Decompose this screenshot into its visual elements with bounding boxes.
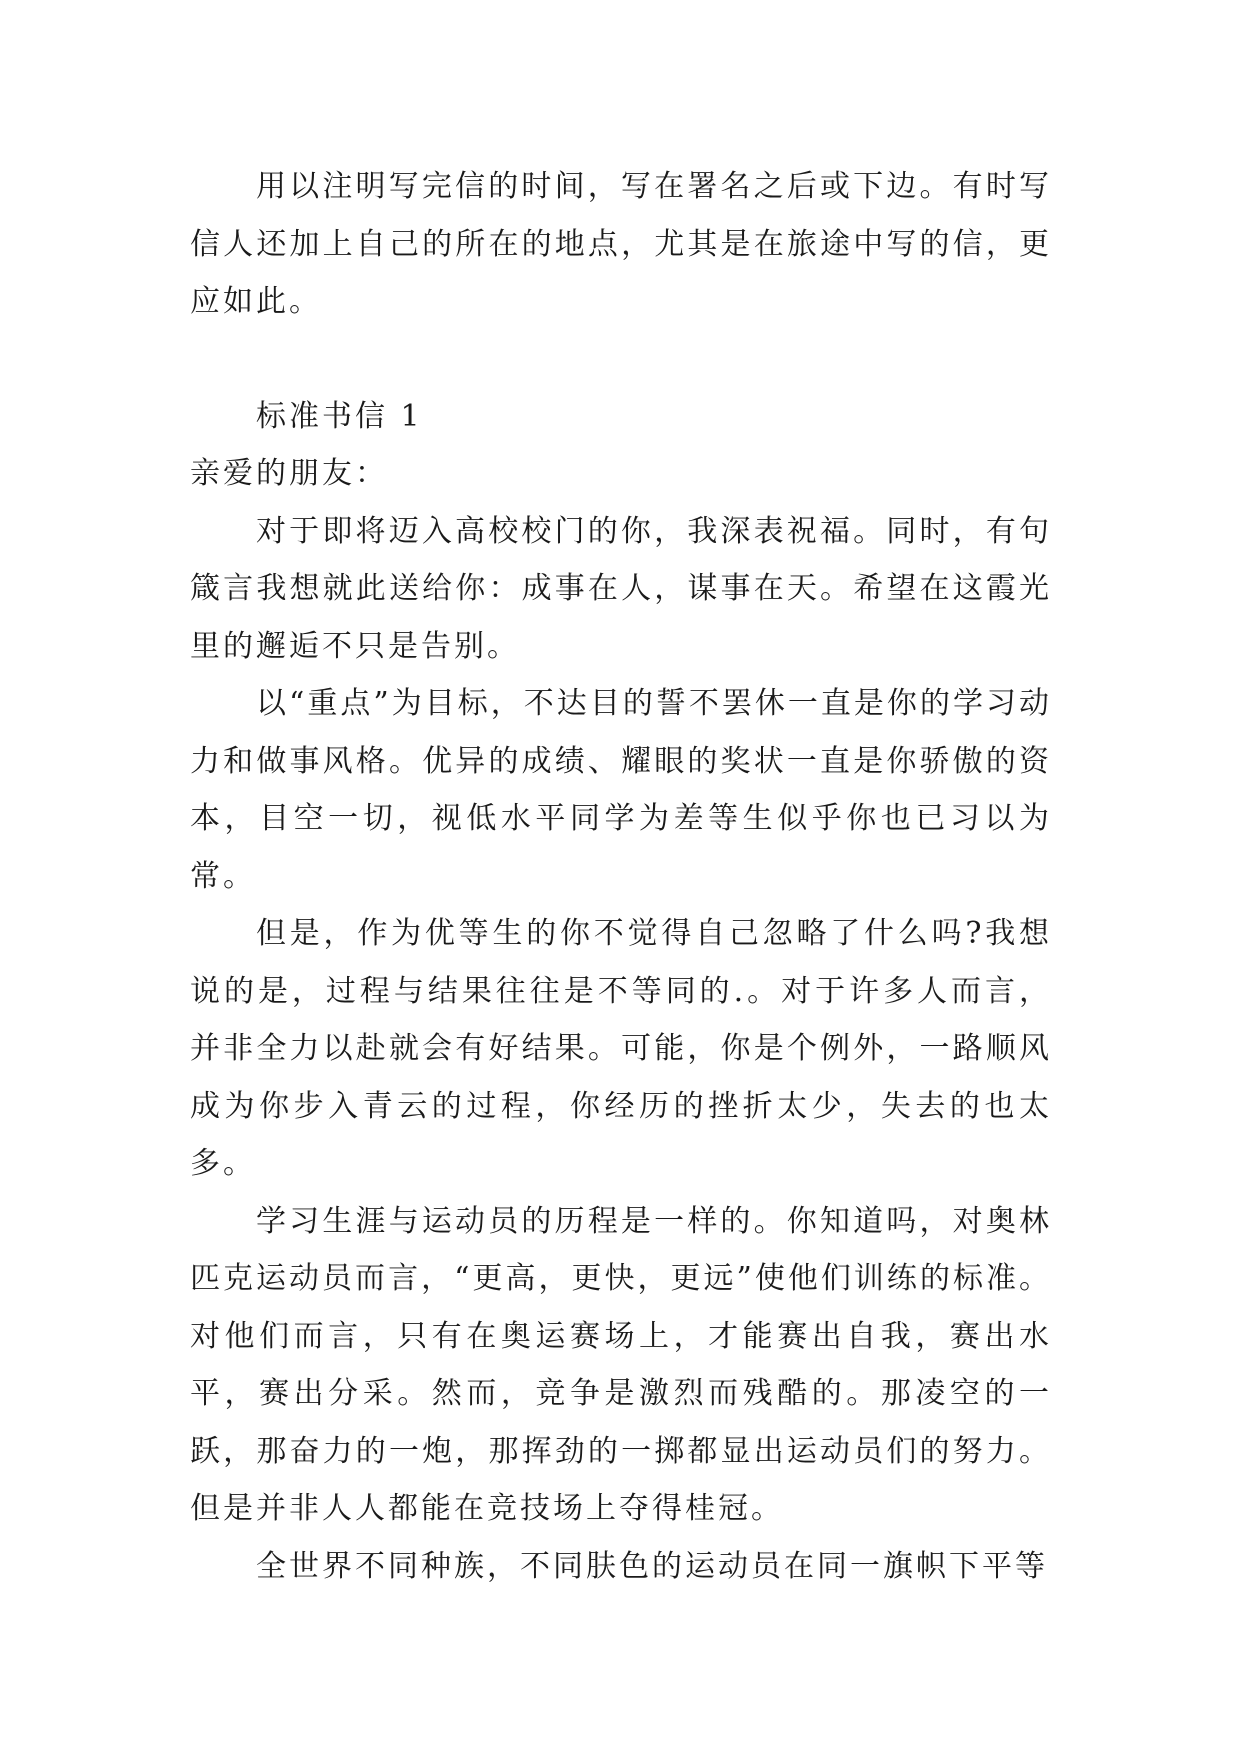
letter-title: 标准书信 1 <box>256 398 423 434</box>
date-note-paragraph: 用以注明写完信的时间，写在署名之后或下边。有时写信人还加上自己的所在的地点，尤其是在旅途中写的信，更应如此。 <box>190 169 1052 319</box>
body-paragraph: 对于即将迈入高校校门的你，我深表祝福。同时，有句箴言我想就此送给你：成事在人，谋事在天。希望在这霞光里的邂逅不只是告别。 <box>190 513 1052 664</box>
document-body <box>190 158 1052 1595</box>
body-paragraph: 以“重点”为目标，不达目的誓不罢休一直是你的学习动力和做事风格。优异的成绩、耀眼的奖状一直是你骄傲的资本，目空一切，视低水平同学为差等生似乎你也已习以为常。 <box>190 686 1052 894</box>
body-paragraph: 全世界不同种族，不同肤色的运动员在同一旗帜下平等 <box>256 1548 1048 1584</box>
body-paragraph: 但是，作为优等生的你不觉得自己忽略了什么吗?我想说的是，过程与结果往往是不等同的.。对于许多人而言，并非全力以赴就会有好结果。可能，你是个例外，一路顺风成为你步入青云的过程，你经历的挫折太少，失去的也太多。 <box>190 916 1052 1181</box>
body-paragraph: 学习生涯与运动员的历程是一样的。你知道吗，对奥林匹克运动员而言，“更高，更快，更远”使他们训练的标准。对他们而言，只有在奥运赛场上，才能赛出自我，赛出水平，赛出分采。然而，竞争是激烈而残酷的。那凌空的一跃，那奋力的一炮，那挥劲的一掷都显出运动员们的努力。但是并非人人都能在竞技场上夺得桂冠。 <box>190 1203 1052 1526</box>
salutation: 亲爱的朋友： <box>190 456 388 491</box>
